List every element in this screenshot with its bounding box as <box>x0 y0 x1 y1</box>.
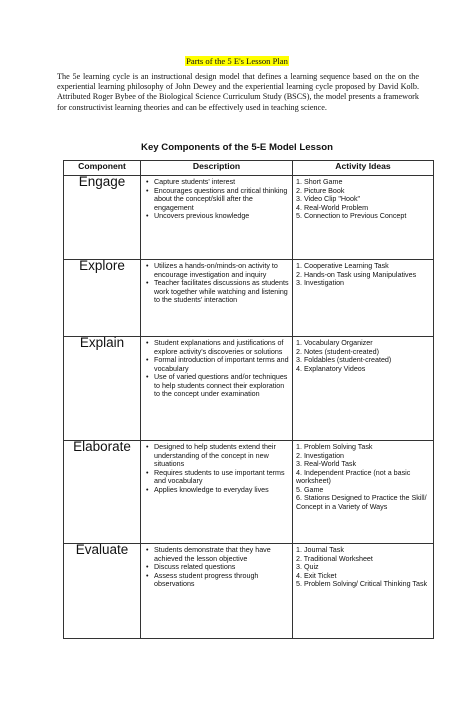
activity-cell <box>293 176 434 260</box>
description-item: • Capture students' interest <box>154 178 289 187</box>
description-item: • Uncovers previous knowledge <box>154 212 289 221</box>
description-item: • Teacher facilitates discussions as students work together while watching and listening to the students' interaction <box>154 279 289 305</box>
table-title: Key Components of the 5-E Model Lesson <box>141 142 333 153</box>
component-cell: Engage <box>64 176 141 260</box>
description-item: • Utilizes a hands-on/minds-on activity to encourage investigation and inquiry <box>154 262 289 279</box>
activity-item: 5. Game <box>296 485 324 494</box>
activity-item: 3. Foldables (student-created) <box>296 356 392 364</box>
description-item: • Designed to help students extend their understanding of the concept in new situations <box>154 443 289 469</box>
activity-item: 1. Journal Task <box>296 546 344 554</box>
activity-item: 3. Quiz <box>296 563 319 571</box>
description-item: • Assess student progress through observations <box>154 572 289 589</box>
intro-paragraph: The 5e learning cycle is an instructional design model that defines a learning sequence based on the on the experiential learning philosophy of John Dewey and the experiential learning cycle proposed by David Kolb. Attributed Roger Bybee of the Biological Science Curriculum Study (BSCS), the model presents a framework for constructivist learning theories and can be effectively used in teaching science. <box>57 72 419 112</box>
activity-item: 6. Stations Designed to Practice the Skill/ Concept in a Variety of Ways <box>296 494 427 511</box>
activity-item: 4. Explanatory Videos <box>296 364 366 373</box>
activity-item: 1. Vocabulary Organizer <box>296 339 373 347</box>
table-row-evaluate <box>64 544 434 639</box>
table-row-elaborate <box>64 441 434 544</box>
activity-item: 2. Hands-on Task using Manipulatives <box>296 270 417 279</box>
activity-cell <box>293 260 434 337</box>
description-cell <box>141 260 293 337</box>
activity-item: 1. Problem Solving Task <box>296 443 373 451</box>
description-item: • Formal introduction of important terms and vocabulary <box>154 356 289 373</box>
lesson-table <box>63 160 434 639</box>
component-cell: Explain <box>64 337 141 441</box>
activity-cell <box>293 337 434 441</box>
description-item: • Discuss related questions <box>154 563 289 572</box>
activity-item: 2. Notes (student-created) <box>296 347 379 356</box>
activity-item: 3. Video Clip "Hook" <box>296 195 361 203</box>
document-title <box>0 56 474 66</box>
description-cell <box>141 176 293 260</box>
description-cell <box>141 544 293 639</box>
table-row-engage <box>64 176 434 260</box>
activity-item: 2. Picture Book <box>296 186 345 195</box>
activity-cell <box>293 441 434 544</box>
component-cell: Elaborate <box>64 441 141 544</box>
activity-item: 4. Independent Practice (not a basic worksheet) <box>296 468 411 485</box>
component-cell: Explore <box>64 260 141 337</box>
component-cell: Evaluate <box>64 544 141 639</box>
description-item: • Encourages questions and critical thinking about the concept/skill after the engagement <box>154 187 289 213</box>
description-item: • Requires students to use important terms and vocabulary <box>154 469 289 486</box>
table-row-explain <box>64 337 434 441</box>
description-cell <box>141 441 293 544</box>
description-cell <box>141 337 293 441</box>
activity-item: 4. Exit Ticket <box>296 571 337 580</box>
activity-item: 2. Traditional Worksheet <box>296 554 373 563</box>
header-component: Component <box>64 161 141 176</box>
activity-item: 5. Problem Solving/ Critical Thinking Task <box>296 580 428 588</box>
activity-cell <box>293 544 434 639</box>
activity-item: 4. Real-World Problem <box>296 203 369 212</box>
activity-item: 2. Investigation <box>296 451 345 460</box>
activity-item: 1. Short Game <box>296 178 343 186</box>
description-item: • Applies knowledge to everyday lives <box>154 486 289 495</box>
header-activity: Activity Ideas <box>293 161 434 176</box>
activity-item: 3. Real-World Task <box>296 460 357 468</box>
table-row-explore <box>64 260 434 337</box>
description-item: • Student explanations and justifications of explore activity's discoveries or solutions <box>154 339 289 356</box>
document-title-text: Parts of the 5 E's Lesson Plan <box>186 56 288 66</box>
activity-item: 5. Connection to Previous Concept <box>296 212 407 220</box>
activity-item: 1. Cooperative Learning Task <box>296 262 389 270</box>
description-item: • Use of varied questions and/or techniques to help students connect their exploration to the concept under examination <box>154 373 289 399</box>
activity-item: 3. Investigation <box>296 279 345 287</box>
description-item: • Students demonstrate that they have achieved the lesson objective <box>154 546 289 563</box>
header-description: Description <box>141 161 293 176</box>
